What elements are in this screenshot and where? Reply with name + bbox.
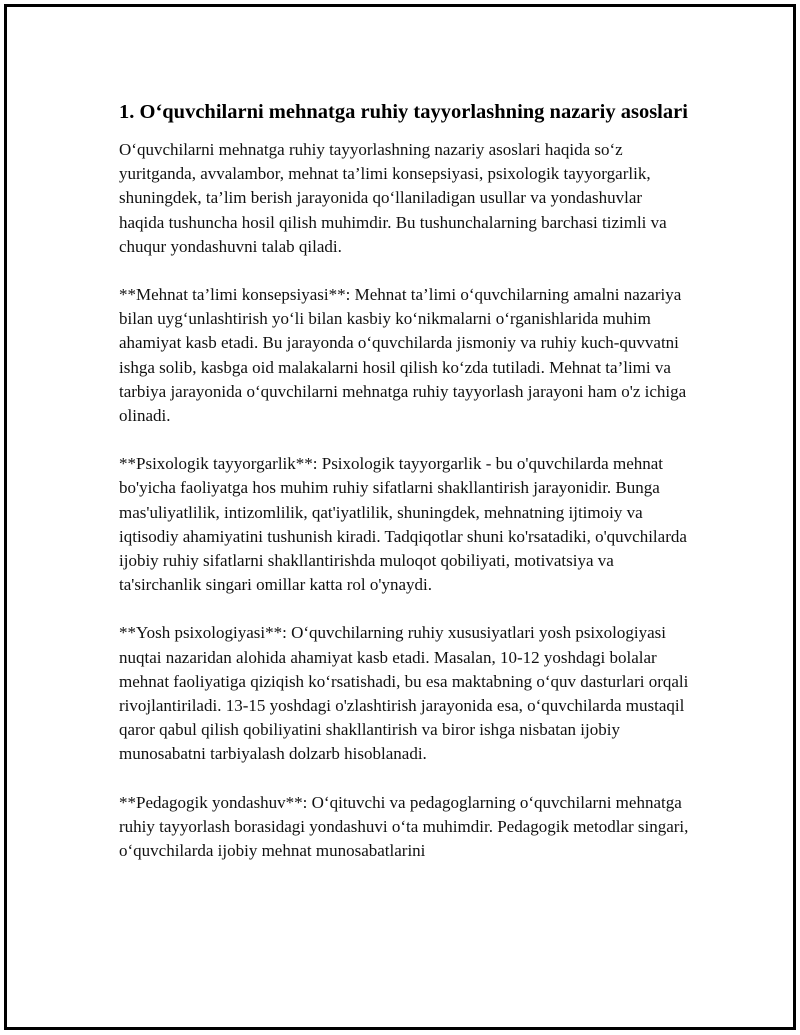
paragraph-psychological-preparation: **Psixologik tayyorgarlik**: Psixologik tayyorgarlik - bu o'quvchilarda mehnat bo'yicha faoliyatga hos muhim ruhiy sifatlarni shakllantirish jarayonidir. Bunga mas'uliyatlilik, intizomlilik, qat'iyatlilik, shuningdek, mehnatning ijtimoiy va iqtisodiy ahamiyatini tushunish kiradi. Tadqiqotlar shuni ko'rsatadiki, o'quvchilarda ijobiy ruhiy sifatlarni shakllantirishda muloqot qobiliyati, motivatsiya va ta'sirchanlik singari omillar katta rol o'ynaydi. <box>119 454 687 595</box>
paragraph-labor-education-concept: **Mehnat ta’limi konsepsiyasi**: Mehnat ta’limi o‘quvchilarning amalni nazariya bilan uyg‘unlashtirish yo‘li bilan kasbiy ko‘nikmalarni o‘rganishlarida muhim ahamiyat kasb etadi. Bu jarayonda o‘quvchilarda jismoniy va ruhiy kuch-quvvatni ishga solib, kasbga oid malakalarni hosil qilish ko‘zda tutiladi. Mehnat ta’limi va tarbiya jarayonida o‘quvchilarni mehnatga ruhiy tayyorlash jarayoni ham o'z ichiga olinadi. <box>119 285 687 426</box>
document-body <box>119 99 689 887</box>
paragraph-pedagogical-approach: **Pedagogik yondashuv**: O‘qituvchi va pedagoglarning o‘quvchilarni mehnatga ruhiy tayyorlash borasidagi yondashuvi o‘ta muhimdir. Pedagogik metodlar singari, o‘quvchilarda ijobiy mehnat munosabatlarini <box>119 792 689 861</box>
document-page <box>4 4 796 1030</box>
paragraph-introduction: O‘quvchilarni mehnatga ruhiy tayyorlashning nazariy asoslari haqida so‘z yuritganda, avvalambor, mehnat ta’limi konsepsiyasi, psixologik tayyorgarlik, shuningdek, ta’lim berish jarayonida qo‘llaniladigan usullar va yondashuvlar haqida tushuncha hosil qilish muhimdir. Bu tushunchalarning barchasi tizimli va chuqur yondashuvni talab qiladi. <box>119 140 667 256</box>
section-heading: 1. O‘quvchilarni mehnatga ruhiy tayyorlashning nazariy asoslari <box>119 101 688 123</box>
paragraph-age-psychology: **Yosh psixologiyasi**: O‘quvchilarning ruhiy xususiyatlari yosh psixologiyasi nuqtai nazaridan alohida ahamiyat kasb etadi. Masalan, 10-12 yoshdagi bolalar mehnat faoliyatiga qiziqish ko‘rsatishadi, bu esa maktabning o‘quv dasturlari orqali rivojlantiriladi. 13-15 yoshdagi o'zlashtirish jarayonida esa, o‘quvchilarda mustaqil qaror qabul qilish qobiliyatini shakllantirish va biror ishga nisbatan ijobiy munosabatni tarbiyalash dolzarb hisoblanadi. <box>119 623 689 764</box>
